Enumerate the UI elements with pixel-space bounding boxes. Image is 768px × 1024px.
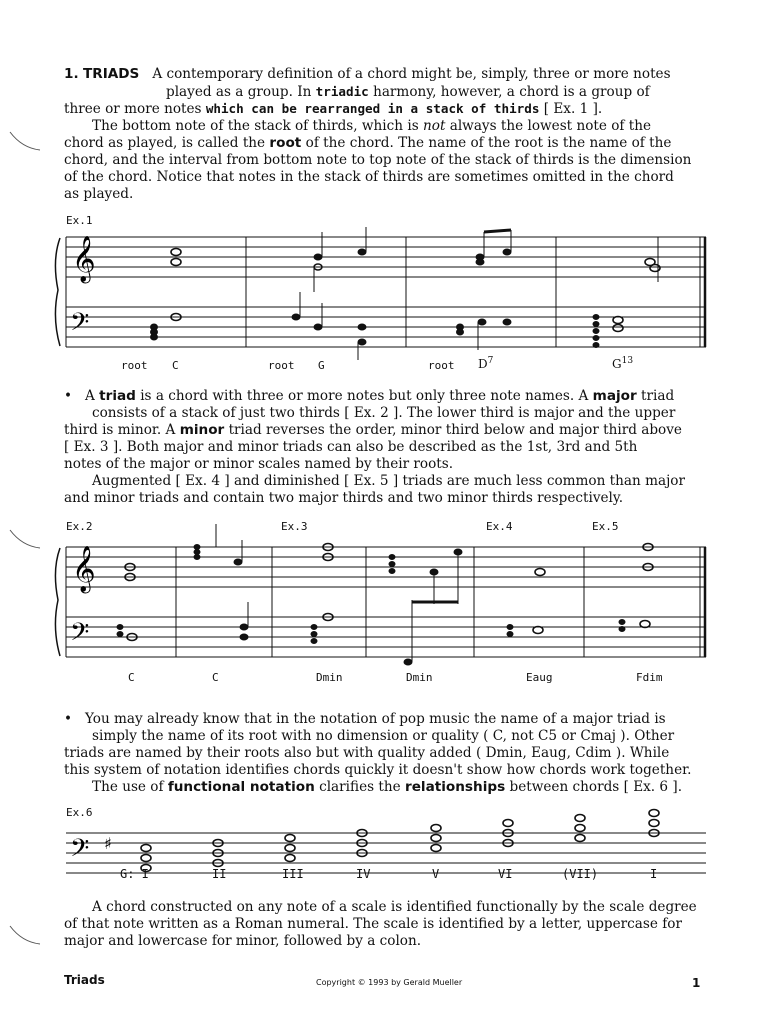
para3-line5: notes of the major or minor scales named by their roots. [64, 456, 454, 472]
page-number: 1 [692, 976, 701, 990]
ex1-bass-staff [66, 307, 706, 347]
para4-line3: triads are named by their roots also but with quality added ( Dmin, Eaug, Cdim ). While [64, 745, 670, 761]
ex3-label: Ex.3 [281, 520, 308, 533]
svg-text:𝄢: 𝄢 [70, 618, 90, 653]
svg-text:𝄞: 𝄞 [72, 546, 96, 592]
para3-line3: third is minor. A minor triad reverses the order, minor third below and major third above [64, 422, 682, 438]
ex6-key: G: I [120, 867, 149, 881]
chord-name: C [212, 671, 219, 684]
roman-numeral: II [212, 867, 227, 881]
section-title: TRIADS [82, 66, 140, 82]
ex5-label: Ex.5 [592, 520, 619, 533]
para4-line5: The use of functional notation clarifies the relationships between chords [ Ex. 6 ]. [92, 779, 683, 795]
para3-line4: [ Ex. 3 ]. Both major and minor triads can also be described as the 1st, 3rd and 5th [64, 439, 638, 455]
para3-line7: and minor triads and contain two major thirds and two minor thirds respectively. [64, 490, 624, 506]
chord-name: Fdim [636, 671, 663, 684]
roman-numeral: IV [356, 867, 371, 881]
ex6-label: Ex.6 [66, 806, 93, 819]
ex1-chord-name: C [172, 359, 179, 372]
para2-line5: as played. [64, 186, 134, 202]
ex1-root-label: root [428, 359, 455, 372]
para2-line4: of the chord. Notice that notes in the stack of thirds are sometimes omitted in the chord [64, 169, 674, 185]
roman-numeral: (VII) [562, 867, 599, 881]
chord-name: Dmin [406, 671, 433, 684]
chord-name: Eaug [526, 671, 553, 684]
para1-line1: 1. TRIADS A contemporary definition of a chord might be, simply, three or more notes [64, 66, 671, 82]
ex1-label: Ex.1 [66, 214, 93, 227]
chord-name: C [128, 671, 135, 684]
chord-name: Dmin [316, 671, 343, 684]
roman-numeral: V [432, 867, 440, 881]
roman-numeral: III [282, 867, 304, 881]
footer-title: Triads [64, 973, 105, 987]
ex1-root-label: root [121, 359, 148, 372]
para2-line1: The bottom note of the stack of thirds, which is not always the lowest note of the [92, 118, 652, 134]
roman-numeral: VI [498, 867, 513, 881]
para3-line2: consists of a stack of just two thirds [ Ex. 2 ]. The lower third is major and the upper [92, 405, 676, 421]
ex4-label: Ex.4 [486, 520, 513, 533]
footer-copyright: Copyright © 1993 by Gerald Mueller [316, 978, 463, 987]
para1-line2: played as a group. In triadic harmony, however, a chord is a group of [166, 84, 650, 100]
para5-line3: major and lowercase for minor, followed by a colon. [64, 933, 422, 949]
svg-text:♯: ♯ [104, 834, 112, 853]
ex1-chord-name: $G^{13}$ [612, 356, 634, 371]
ex1-chord-name: $D^7$ [478, 356, 494, 371]
treble-clef-icon: 𝄞 [72, 236, 96, 282]
para3-line1: • A triad is a chord with three or more notes but only three note names. A major triad [64, 388, 675, 404]
para1-line3: three or more notes which can be rearranged in a stack of thirds [ Ex. 1 ]. [64, 101, 603, 117]
roman-numeral: I [650, 867, 658, 881]
para4-line2: simply the name of its root with no dimension or quality ( C, not C5 or Cmaj ). Other [92, 728, 675, 744]
ex1-treble-staff [66, 237, 706, 277]
para2-line2: chord as played, is called the root of the chord. The name of the root is the name of the [64, 135, 672, 151]
ex1-chord-name: G [318, 359, 325, 372]
para3-line6: Augmented [ Ex. 4 ] and diminished [ Ex. 5 ] triads are much less common than major [92, 473, 685, 489]
bass-clef-icon: 𝄢 [70, 308, 90, 343]
para4-line1: • You may already know that in the notation of pop music the name of a major triad is [64, 711, 666, 727]
ex2-label: Ex.2 [66, 520, 93, 533]
ex1-root-label: root [268, 359, 295, 372]
para2-line3: chord, and the interval from bottom note to top note of the stack of thirds is the dimension [64, 152, 692, 168]
svg-text:𝄢: 𝄢 [70, 834, 90, 869]
para4-line4: this system of notation identifies chords quickly it doesn't show how chords work together. [64, 762, 692, 778]
para5-line2: of that note written as a Roman numeral. The scale is identified by a letter, uppercase for [64, 916, 682, 932]
section-number: 1. [64, 66, 79, 82]
para5-line1: A chord constructed on any note of a scale is identified functionally by the scale degree [92, 899, 697, 915]
